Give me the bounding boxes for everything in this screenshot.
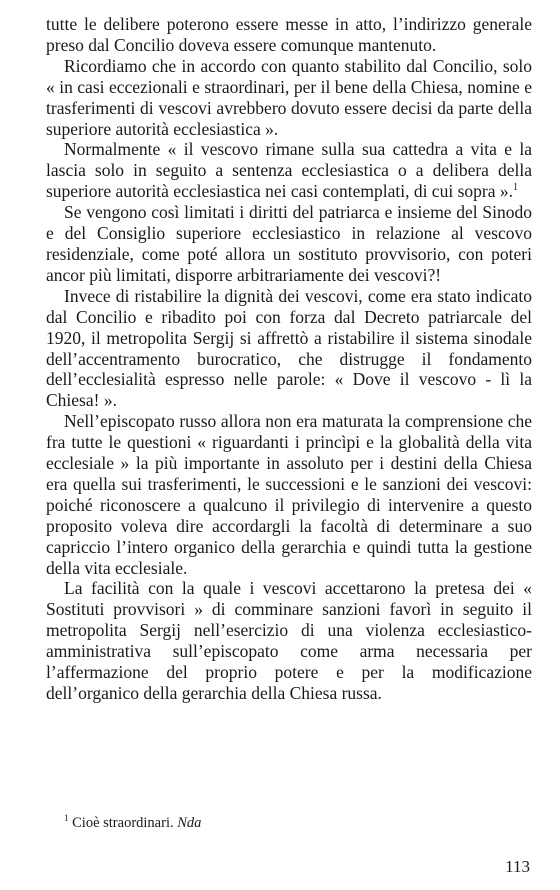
footnote-marker: 1 — [64, 813, 69, 823]
footnote-author-tag: Nda — [177, 815, 202, 831]
paragraph-4: Se vengono così limitati i diritti del patriarca e insieme del Sinodo e del Consiglio superiore ecclesiastico in relazione al vescovo residenziale, come poté allora un sostituto provvisorio, con poteri ancor più limitati, disporre arbitrariamente dei vescovi?! — [46, 202, 532, 285]
paragraph-5: Invece di ristabilire la dignità dei vescovi, come era stato indicato dal Concilio e ribadito poi con forza dal Decreto patriarcale del 1920, il metropolita Sergij si affrettò a ristabilire il sistema sinodale dell’accentramento burocratico, che distrugge il fondamento dell’ecclesialità espresso nelle parole: « Dove il vescovo - lì la Chiesa! ». — [46, 285, 532, 411]
paragraph-2: Ricordiamo che in accordo con quanto stabilito dal Concilio, solo « in casi eccezionali e straordinari, per il bene della Chiesa, nomine e trasferimenti di vescovi avrebbero dovuto essere decisi da parte della superiore autorità ecclesiastica ». — [46, 55, 532, 139]
paragraph-6: Nell’episcopato russo allora non era maturata la comprensione che fra tutte le questioni « riguardanti i princìpi e la globalità della vita ecclesiale » la più importante in assoluto per i destini della Chiesa era quella sui trasferimenti, le successioni e le sanzioni dei vescovi: poiché riconoscere a qualcuno il privilegio di intervenire a questo proposito voleva dire accordargli la facoltà di determinare a suo capriccio l’intero organico della gerarchia e quindi tutta la gestione della vita ecclesiale. — [46, 411, 532, 578]
paragraph-3: Normalmente « il vescovo rimane sulla sua cattedra a vita e la lascia solo in seguito a sentenza ecclesiastica o a delibera della superiore autorità ecclesiastica nei casi contemplati, di cui sopra ».$^1$ — [46, 139, 532, 202]
page-number: 113 — [505, 857, 530, 876]
footnote-reference: 1 — [512, 182, 518, 194]
paragraph-7: La facilità con la quale i vescovi accettarono la pretesa dei « Sostituti provvisori » di comminare sanzioni favorì in seguito il metropolita Sergij nell’esercizio di una violenza ecclesiastico-amministrativa sull’episcopato come arma necessaria per l’affermazione del proprio potere e per la modificazione dell’organico della gerarchia della Chiesa russa. — [46, 578, 532, 703]
footnote — [64, 814, 201, 832]
paragraph-1: tutte le delibere poterono essere messe in atto, l’indirizzo generale preso dal Concilio doveva essere comunque mantenuto. — [46, 14, 532, 55]
body-text — [46, 14, 532, 704]
footnote-text: Cioè straordinari. — [72, 815, 174, 831]
